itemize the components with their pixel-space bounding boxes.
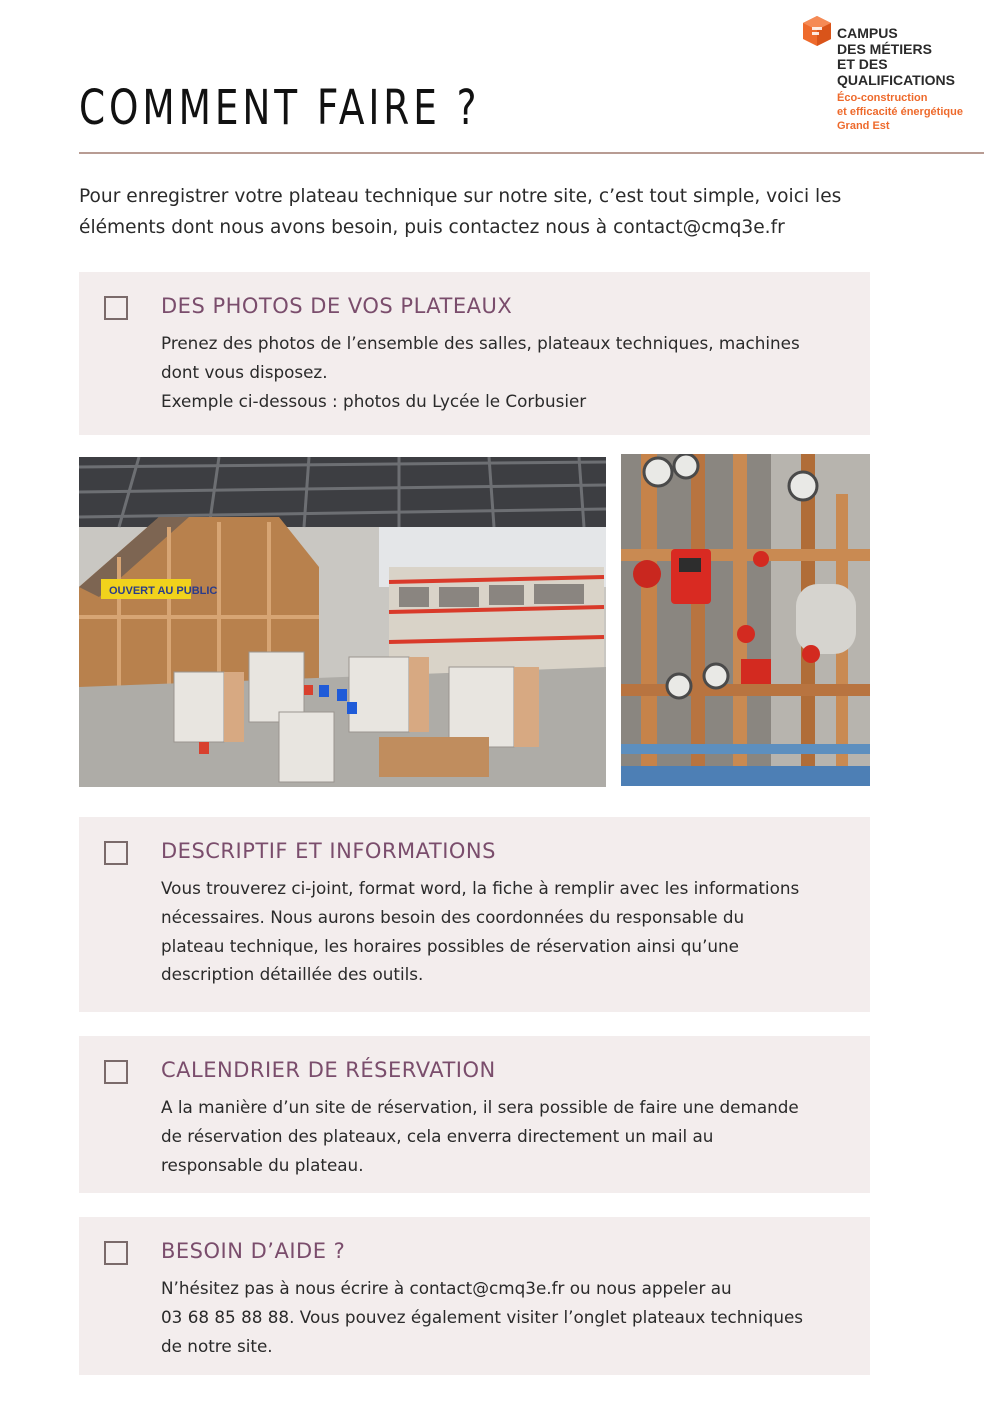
intro-line: Pour enregistrer votre plateau technique sur notre site, c’est tout simple, voici les: [79, 186, 842, 207]
section-line: nécessaires. Nous aurons besoin des coordonnées du responsable du: [161, 906, 745, 927]
logo-name: [837, 26, 955, 88]
section-line: Prenez des photos de l’ensemble des salles, plateaux techniques, machines: [161, 333, 800, 353]
section-title: DES PHOTOS DE VOS PLATEAUX: [161, 294, 513, 318]
logo-sub-line: Grand Est: [837, 120, 890, 132]
section-line: A la manière d’un site de réservation, il sera possible de faire une demande: [161, 1097, 799, 1117]
section-line: 03 68 85 88 88. Vous pouvez également visiter l’onglet plateaux techniques: [161, 1306, 804, 1327]
checkbox-descriptif[interactable]: [104, 841, 128, 865]
intro-text: [79, 181, 909, 243]
section-line: de notre site.: [161, 1335, 273, 1356]
campus-cube-logo-icon: [803, 16, 831, 46]
section-body: [161, 874, 851, 989]
section-card-aide: [79, 1217, 870, 1375]
checkbox-photos[interactable]: [104, 296, 128, 320]
page-title: COMMENT FAIRE ?: [79, 80, 481, 136]
section-line: Vous trouverez ci-joint, format word, la fiche à remplir avec les informations: [161, 878, 800, 898]
logo-name-line: QUALIFICATIONS: [837, 71, 955, 88]
section-title: BESOIN D’AIDE ?: [161, 1239, 346, 1263]
section-body: [161, 329, 851, 415]
logo-sub-line: Éco-construction: [837, 92, 928, 104]
logo-sub-line: et efficacité énergétique: [837, 106, 963, 118]
workshop-sign-text: OUVERT AU PUBLIC: [109, 585, 218, 597]
checkbox-aide[interactable]: [104, 1241, 128, 1265]
workshop-photo: [79, 457, 606, 787]
section-body: [161, 1274, 851, 1360]
section-line: dont vous disposez.: [161, 361, 328, 382]
section-line: responsable du plateau.: [161, 1154, 364, 1175]
campus-logo: [803, 16, 993, 136]
logo-name-line: CAMPUS: [837, 25, 898, 41]
section-title: CALENDRIER DE RÉSERVATION: [161, 1058, 496, 1082]
plumbing-photo: [621, 454, 870, 786]
section-line: de réservation des plateaux, cela enverra directement un mail au: [161, 1125, 714, 1146]
intro-line: éléments dont nous avons besoin, puis contactez nous à contact@cmq3e.fr: [79, 217, 785, 238]
section-title: DESCRIPTIF ET INFORMATIONS: [161, 839, 496, 863]
section-line: description détaillée des outils.: [161, 964, 424, 985]
logo-name-line: DES MÉTIERS: [837, 40, 932, 57]
section-card-photos: [79, 272, 870, 435]
section-card-descriptif: [79, 817, 870, 1012]
logo-subtitle: [837, 91, 963, 133]
checkbox-calendrier[interactable]: [104, 1060, 128, 1084]
section-card-calendrier: [79, 1036, 870, 1193]
section-line: Exemple ci-dessous : photos du Lycée le Corbusier: [161, 390, 587, 411]
section-line: plateau technique, les horaires possibles de réservation ainsi qu’une: [161, 935, 739, 956]
logo-name-line: ET DES: [837, 56, 888, 72]
header-divider: [79, 152, 984, 154]
section-line: N’hésitez pas à nous écrire à contact@cmq3e.fr ou nous appeler au: [161, 1278, 732, 1298]
section-body: [161, 1093, 851, 1179]
